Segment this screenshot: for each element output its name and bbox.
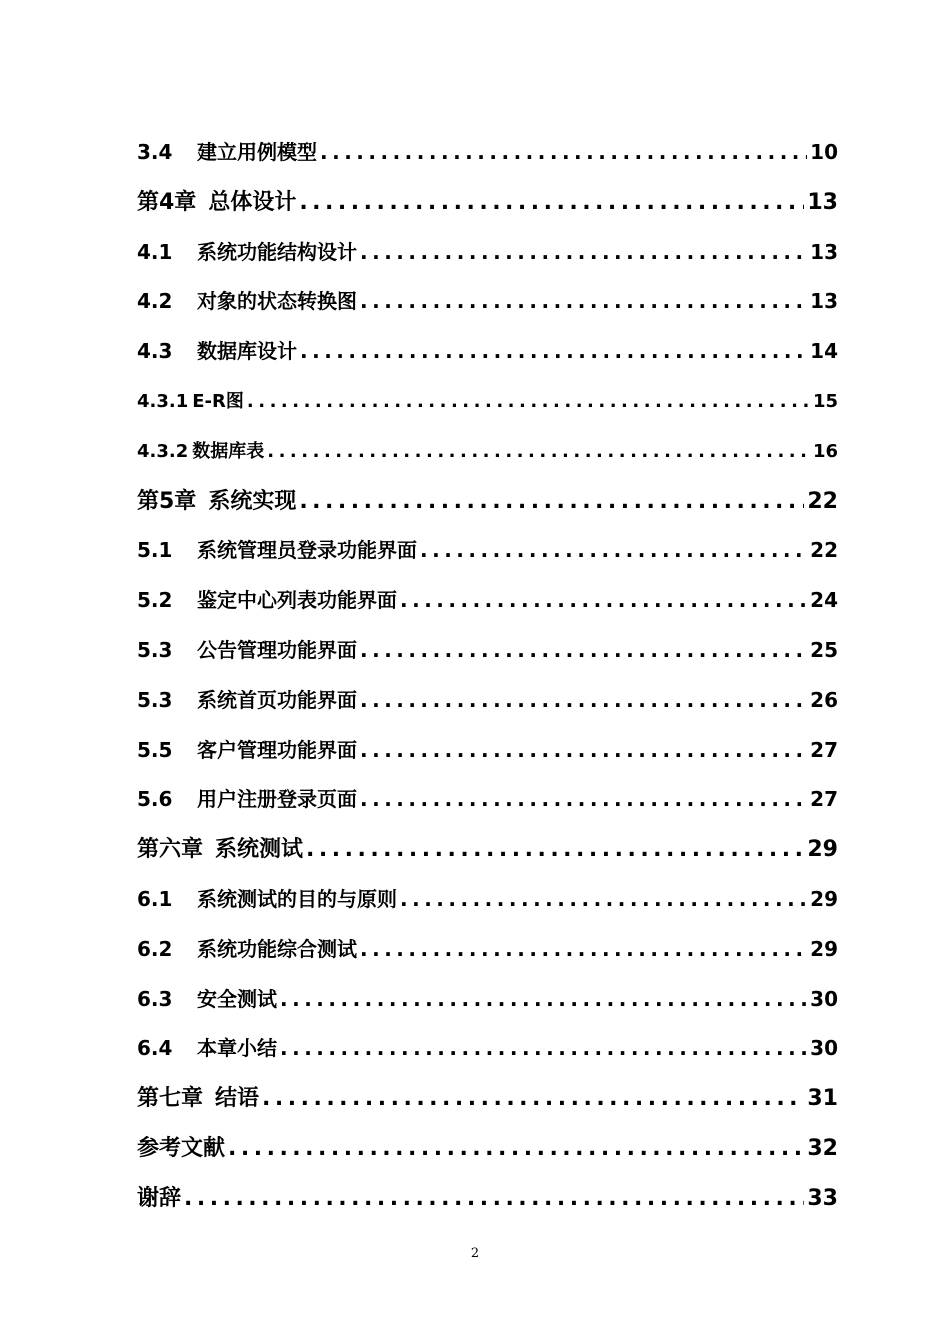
toc-entry[interactable] [137,726,838,776]
toc-entry-page: 30 [810,1036,838,1061]
toc-entry-page: 26 [810,687,838,712]
toc-entry[interactable] [137,576,838,626]
toc-dot-leader [300,327,807,377]
toc-entry-number: 第七章 [137,1086,204,1112]
toc-entry-page: 22 [810,538,838,563]
toc-entry[interactable] [137,925,838,975]
toc-dot-leader [280,1024,807,1074]
toc-entry[interactable] [137,975,838,1025]
toc-entry-title: 本章小结 [197,1036,277,1061]
toc-entry-title: 客户管理功能界面 [197,737,357,762]
toc-entry-page: 24 [810,588,838,613]
toc-entry-number: 5.6 [137,787,173,812]
toc-entry-page: 29 [810,886,838,911]
toc-entry-number: 4.3.1 [137,390,189,412]
table-of-contents [137,128,838,1224]
toc-entry-title: 总体设计 [208,189,297,215]
toc-entry[interactable] [137,178,838,228]
toc-entry[interactable] [137,277,838,327]
toc-entry-page: 10 [810,140,838,164]
toc-dot-leader [400,576,807,626]
toc-entry-page: 16 [812,440,838,462]
toc-entry-number: 3.4 [137,140,173,164]
toc-entry-title: 系统管理员登录功能界面 [197,538,417,563]
toc-entry-title: 安全测试 [197,986,277,1011]
toc-entry-number: 第六章 [137,837,204,863]
toc-entry-number: 5.1 [137,538,173,563]
toc-entry[interactable] [137,228,838,278]
toc-dot-leader [360,626,807,676]
page-number: 2 [470,1246,480,1261]
toc-dot-leader [228,1124,804,1174]
toc-entry-number: 6.4 [137,1036,173,1061]
toc-entry-title: 结语 [215,1086,260,1112]
toc-entry-title: 对象的状态转换图 [197,289,357,314]
toc-dot-leader [184,1174,804,1224]
toc-entry-title: 鉴定中心列表功能界面 [197,588,397,613]
toc-entry-title: 系统实现 [208,488,297,514]
toc-entry[interactable] [137,327,838,377]
toc-entry-title: 系统功能结构设计 [197,239,357,264]
toc-dot-leader [306,825,804,875]
toc-entry-title: 系统首页功能界面 [197,687,357,712]
toc-entry[interactable] [137,377,838,427]
toc-dot-leader [360,925,807,975]
toc-dot-leader [262,1074,804,1124]
toc-entry-page: 27 [810,787,838,812]
toc-entry-number: 第4章 [137,189,197,215]
toc-entry-number: 5.3 [137,637,173,662]
toc-entry-title: 系统测试 [215,837,304,863]
toc-dot-leader [267,427,810,477]
toc-entry-number: 5.3 [137,687,173,712]
toc-entry-title: 用户注册登录页面 [197,787,357,812]
toc-entry-number: 4.3.2 [137,440,189,462]
toc-entry[interactable] [137,825,838,875]
toc-dot-leader [247,377,810,427]
toc-entry-number: 5.5 [137,737,173,762]
toc-entry-page: 32 [807,1135,838,1161]
toc-entry-number: 5.2 [137,588,173,613]
toc-dot-leader [400,875,807,925]
toc-entry-page: 33 [807,1185,838,1211]
toc-entry-title: 系统测试的目的与原则 [197,886,397,911]
toc-entry-title: 公告管理功能界面 [197,637,357,662]
toc-dot-leader [280,975,807,1025]
toc-entry-page: 30 [810,986,838,1011]
toc-entry[interactable] [137,676,838,726]
toc-entry-page: 15 [812,390,838,412]
toc-entry[interactable] [137,875,838,925]
toc-entry-page: 29 [807,837,838,863]
toc-entry[interactable] [137,427,838,477]
toc-entry-title: 谢辞 [137,1185,182,1211]
toc-entry-page: 13 [807,189,838,215]
toc-entry[interactable] [137,1124,838,1174]
toc-dot-leader [299,178,804,228]
toc-entry[interactable] [137,626,838,676]
toc-entry[interactable] [137,128,838,178]
toc-entry-number: 4.3 [137,339,173,364]
toc-dot-leader [360,676,807,726]
toc-entry-number: 4.2 [137,289,173,314]
toc-entry-title: 数据库设计 [197,339,297,364]
toc-entry[interactable] [137,1074,838,1124]
toc-entry-page: 29 [810,936,838,961]
toc-dot-leader [420,526,807,576]
toc-entry-page: 13 [810,289,838,314]
toc-entry-page: 31 [807,1086,838,1112]
toc-dot-leader [299,477,804,527]
toc-entry-title: 数据库表 [192,440,265,462]
toc-entry-page: 14 [810,339,838,364]
toc-dot-leader [320,128,807,178]
toc-entry-title: E-R图 [192,390,244,412]
toc-entry-title: 参考文献 [137,1135,226,1161]
toc-entry-title: 系统功能综合测试 [197,936,357,961]
toc-dot-leader [360,726,807,776]
toc-dot-leader [360,775,807,825]
toc-entry-title: 建立用例模型 [197,140,317,164]
toc-entry-page: 25 [810,637,838,662]
toc-entry-number: 6.2 [137,936,173,961]
toc-entry-page: 27 [810,737,838,762]
toc-entry[interactable] [137,1174,838,1224]
toc-entry-number: 6.1 [137,886,173,911]
toc-entry[interactable] [137,526,838,576]
toc-entry-page: 13 [810,239,838,264]
toc-entry[interactable] [137,775,838,825]
toc-entry-page: 22 [807,488,838,514]
toc-entry-number: 6.3 [137,986,173,1011]
toc-entry[interactable] [137,477,838,527]
toc-dot-leader [360,277,807,327]
toc-dot-leader [360,228,807,278]
toc-entry[interactable] [137,1024,838,1074]
toc-entry-number: 4.1 [137,239,173,264]
toc-entry-number: 第5章 [137,488,197,514]
